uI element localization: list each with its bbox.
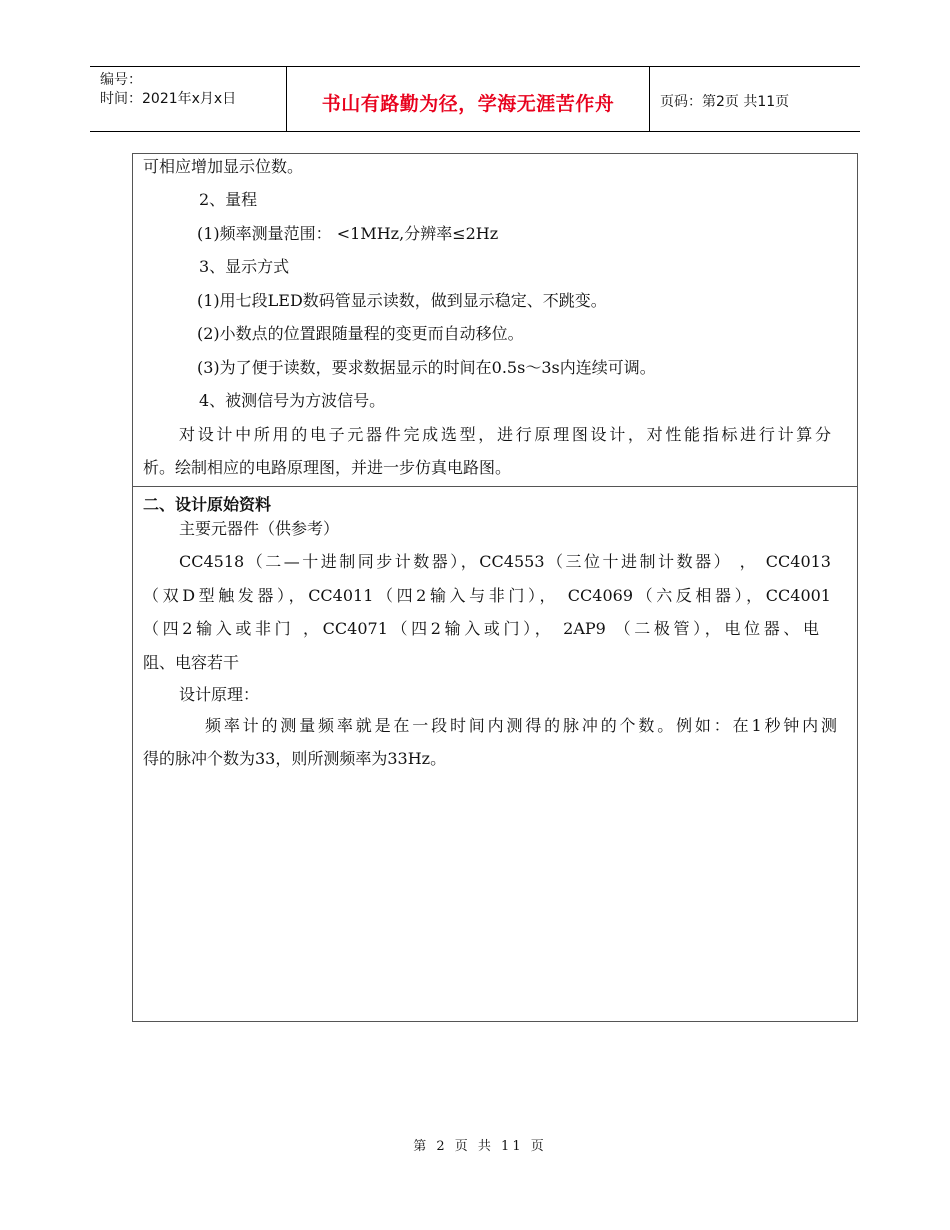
text-line: (3)为了便于读数，要求数据显示的时间在0.5s～3s内连续可调。 — [197, 358, 656, 377]
header-meta — [90, 67, 287, 131]
text-line: （双D型触发器），CC4011（四2输入与非门）， CC4069（六反相器），CC4001 — [143, 586, 831, 605]
text-line: CC4518（二—十进制同步计数器），CC4553（三位十进制计数器） ， CC4013 — [179, 552, 831, 571]
text-line: 设计原理： — [179, 685, 260, 704]
page-header — [90, 66, 860, 132]
text-line: （四2输入或非门 ，CC4071（四2输入或门）， 2AP9 （二极管），电位器、电 — [143, 619, 819, 638]
requirements-box — [132, 153, 858, 487]
text-line: 得的脉冲个数为33，则所测频率为33Hz。 — [143, 749, 447, 768]
serial-label: 编号： — [100, 72, 142, 88]
text-line: 2、量程 — [199, 190, 258, 209]
text-line: 阻、电容若干 — [143, 653, 240, 672]
text-line: 频率计的测量频率就是在一段时间内测得的脉冲的个数。例如：在1秒钟内测 — [205, 716, 837, 735]
text-line: 主要元器件（供参考） — [179, 519, 340, 538]
text-line: 4、被测信号为方波信号。 — [199, 391, 386, 410]
text-line: (1)频率测量范围： <1MHz,分辨率≤2Hz — [197, 224, 499, 243]
materials-box — [132, 486, 858, 1022]
header-page-info: 页码：第2页 共11页 — [660, 94, 790, 110]
text-line: (2)小数点的位置跟随量程的变更而自动移位。 — [197, 324, 524, 343]
date-label: 时间：2021年x月x日 — [100, 91, 237, 107]
section-title: 二、设计原始资料 — [143, 495, 272, 514]
text-line: 可相应增加显示位数。 — [143, 157, 304, 176]
text-line: 3、显示方式 — [199, 257, 290, 276]
page-footer: 第 2 页 共 11 页 — [413, 1139, 547, 1154]
text-line: 析。绘制相应的电路原理图，并进一步仿真电路图。 — [143, 458, 512, 477]
text-line: 对设计中所用的电子元器件完成选型，进行原理图设计，对性能指标进行计算分 — [179, 425, 831, 444]
text-line: (1)用七段LED数码管显示读数，做到显示稳定、不跳变。 — [197, 291, 607, 310]
header-motto: 书山有路勤为径，学海无涯苦作舟 — [287, 67, 650, 131]
